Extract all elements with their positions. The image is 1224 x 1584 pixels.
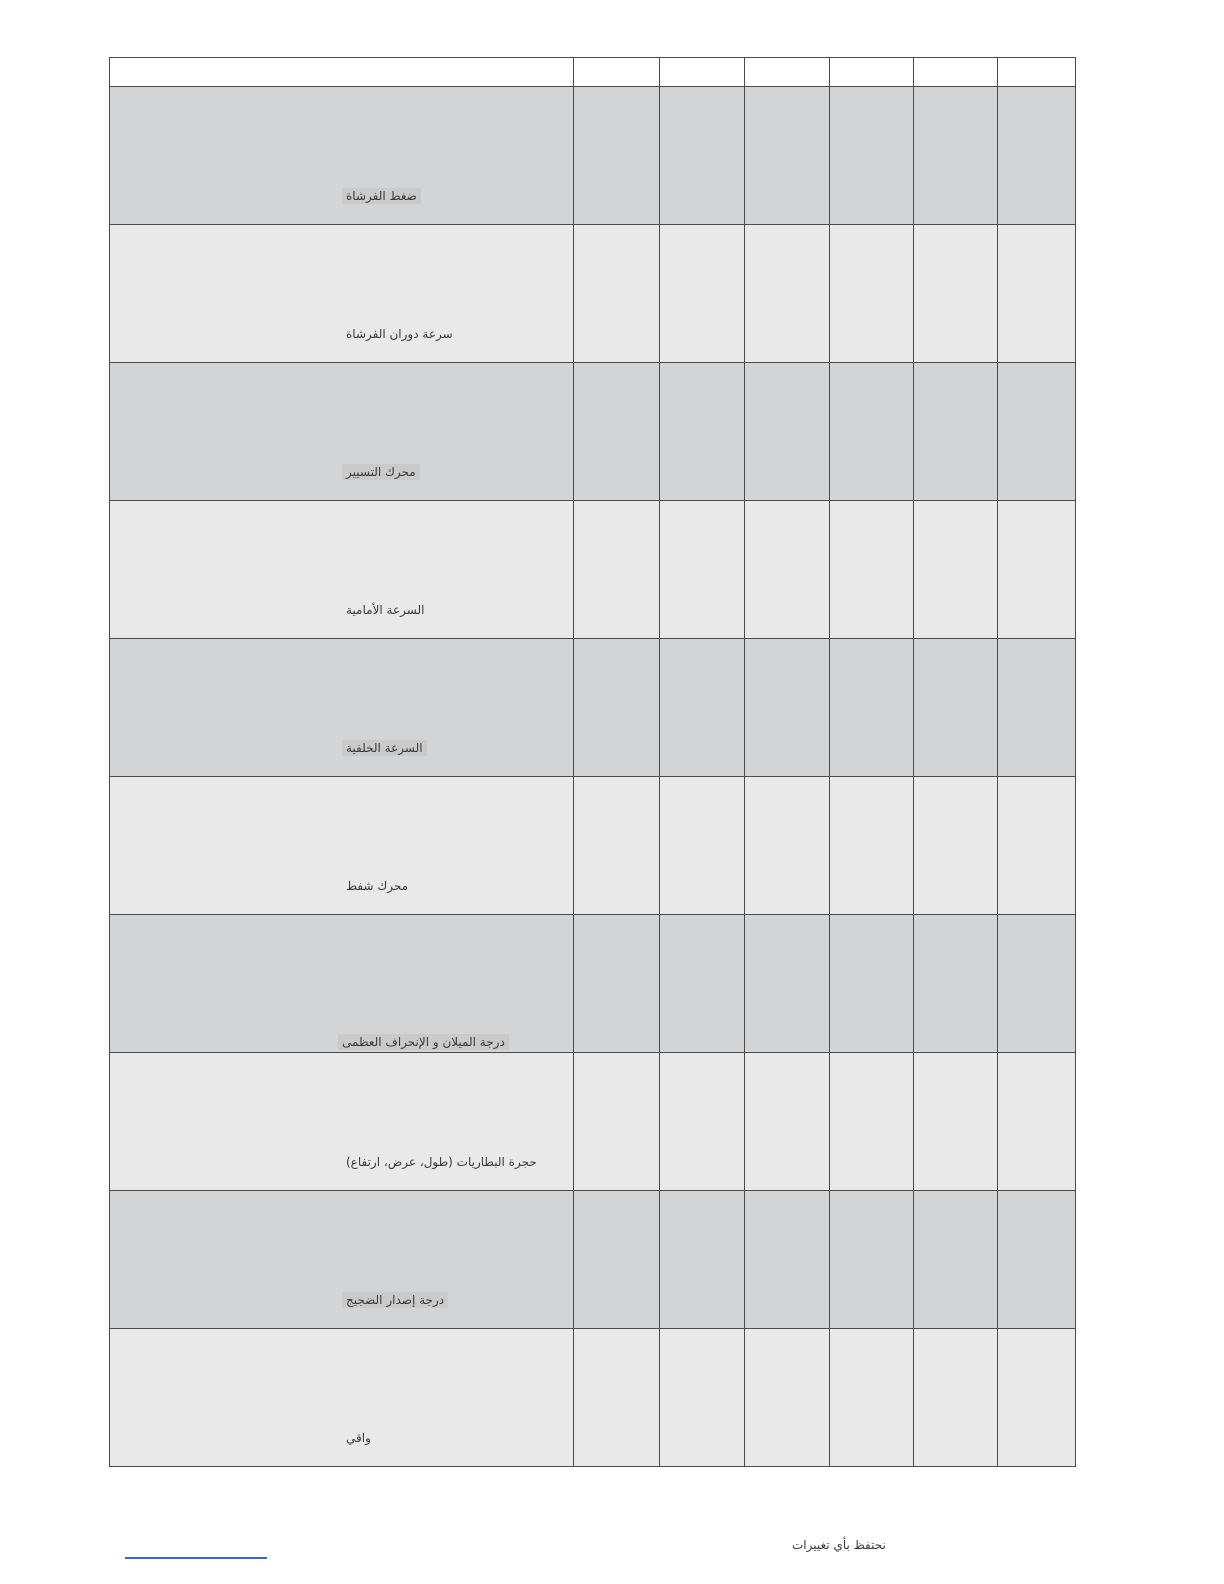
row-label-cell (110, 777, 574, 915)
row-label-cell (110, 363, 574, 501)
value-cell (998, 87, 1076, 225)
value-cell (914, 639, 998, 777)
row-label: السرعة الخلفية (342, 740, 427, 756)
table-header-row (110, 58, 1076, 87)
value-cell (914, 1053, 998, 1191)
value-cell (660, 639, 745, 777)
value-cell (914, 1329, 998, 1467)
table-row (110, 225, 1076, 363)
value-cell (745, 363, 830, 501)
row-label: محرك التسيير (342, 464, 420, 480)
footer-note: نحتفظ بأي تغييرات (792, 1538, 886, 1552)
value-cell (998, 1053, 1076, 1191)
value-cell (830, 777, 914, 915)
value-cell (660, 225, 745, 363)
footer-link-line[interactable] (125, 1552, 267, 1559)
table-row (110, 1053, 1076, 1191)
value-cell (914, 501, 998, 639)
value-cell (998, 915, 1076, 1053)
value-cell (745, 639, 830, 777)
value-cell (574, 639, 660, 777)
row-label-cell (110, 501, 574, 639)
table-row (110, 1329, 1076, 1467)
value-cell (998, 363, 1076, 501)
value-cell (574, 1053, 660, 1191)
value-cell (745, 1053, 830, 1191)
value-cell (914, 225, 998, 363)
value-cell (914, 915, 998, 1053)
row-label-cell (110, 1053, 574, 1191)
row-label: درجة إصدار الضجيج (342, 1292, 448, 1308)
value-cell (574, 1191, 660, 1329)
value-cell (660, 87, 745, 225)
value-cell (998, 501, 1076, 639)
value-cell (745, 1329, 830, 1467)
value-cell (574, 87, 660, 225)
value-cell (574, 1329, 660, 1467)
table-row (110, 1191, 1076, 1329)
row-label-cell (110, 1329, 574, 1467)
value-cell (998, 1191, 1076, 1329)
value-cell (830, 1191, 914, 1329)
value-cell (998, 225, 1076, 363)
value-cell (660, 363, 745, 501)
row-label: محرك شفط (346, 879, 409, 893)
value-cell (830, 87, 914, 225)
value-cell (830, 501, 914, 639)
table-row (110, 363, 1076, 501)
header-cell (830, 58, 914, 87)
value-cell (998, 777, 1076, 915)
value-cell (830, 639, 914, 777)
row-label-cell (110, 225, 574, 363)
value-cell (998, 1329, 1076, 1467)
spec-table (109, 57, 1076, 1467)
value-cell (745, 87, 830, 225)
value-cell (830, 225, 914, 363)
header-cell (660, 58, 745, 87)
value-cell (830, 915, 914, 1053)
row-label: ضغط الفرشاة (342, 188, 421, 204)
value-cell (745, 1191, 830, 1329)
row-label-cell (110, 1191, 574, 1329)
value-cell (745, 501, 830, 639)
value-cell (574, 501, 660, 639)
table-row (110, 915, 1076, 1053)
header-cell (914, 58, 998, 87)
table-row (110, 777, 1076, 915)
value-cell (660, 915, 745, 1053)
value-cell (914, 363, 998, 501)
value-cell (830, 1053, 914, 1191)
row-label: سرعة دوران الفرشاة (346, 327, 453, 341)
value-cell (914, 87, 998, 225)
value-cell (830, 1329, 914, 1467)
value-cell (914, 777, 998, 915)
value-cell (574, 777, 660, 915)
value-cell (660, 1329, 745, 1467)
value-cell (660, 1053, 745, 1191)
row-label: السرعة الأمامية (346, 603, 425, 617)
table-row (110, 501, 1076, 639)
value-cell (574, 363, 660, 501)
value-cell (574, 225, 660, 363)
value-cell (914, 1191, 998, 1329)
header-cell (998, 58, 1076, 87)
value-cell (745, 915, 830, 1053)
row-label: واقي (346, 1431, 371, 1445)
value-cell (745, 777, 830, 915)
row-label-cell (110, 639, 574, 777)
value-cell (998, 639, 1076, 777)
header-cell (110, 58, 574, 87)
table-row (110, 87, 1076, 225)
value-cell (660, 777, 745, 915)
row-label-cell (110, 87, 574, 225)
header-cell (574, 58, 660, 87)
header-cell (745, 58, 830, 87)
value-cell (660, 501, 745, 639)
row-label: درجة الميلان و الإنحراف العظمى (338, 1034, 509, 1050)
value-cell (660, 1191, 745, 1329)
value-cell (830, 363, 914, 501)
row-label: حجرة البطاريات (طول، عرض، ارتفاع) (346, 1155, 537, 1169)
row-label-cell (110, 915, 574, 1053)
table-row (110, 639, 1076, 777)
value-cell (745, 225, 830, 363)
value-cell (574, 915, 660, 1053)
